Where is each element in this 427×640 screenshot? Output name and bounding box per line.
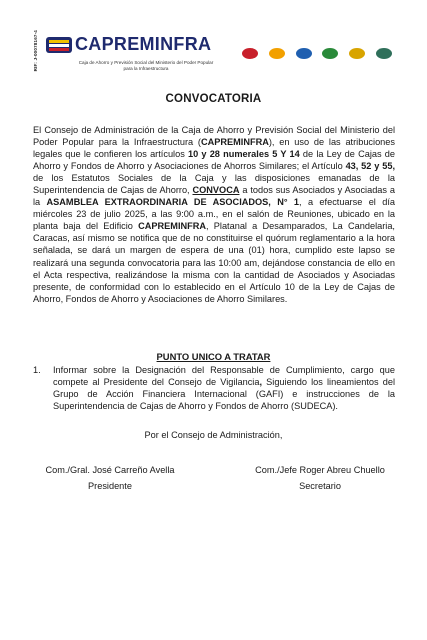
capreminfra-logo	[45, 30, 215, 85]
paragraph-bold: CONVOCA	[192, 185, 240, 196]
partner-logo-6-icon	[376, 48, 392, 59]
signature-right-name: Com./Jefe Roger Abreu Chuello	[255, 465, 385, 475]
brand-name: CAPREMINFRA	[75, 34, 212, 54]
paragraph-text: ), en uso de las atribuciones legales que le confieren los artículos	[33, 137, 395, 160]
paragraph-text: de los Estatutos Sociales de la Caja y las disposiciones emanadas de la Superintendencia de Cajas de Ahorro,	[33, 173, 395, 196]
agenda-text: Informar sobre la Designación del Responsable de Cumplimiento, cargo que compete al Presidente del Consejo de Vigilancia	[53, 365, 395, 388]
paragraph-bold: CAPREMINFRA	[200, 137, 269, 148]
agenda-bold: ,	[259, 377, 263, 388]
paragraph-text: a todos sus Asociados y Asociadas a la	[33, 185, 396, 208]
partner-logo-3-icon	[296, 48, 312, 59]
paragraph-bold: CAPREMINFRA	[138, 221, 207, 232]
partner-logo-2-icon	[269, 48, 285, 59]
signature-right-role: Secretario	[299, 481, 341, 491]
paragraph-text: El Consejo de Administración de la Caja de Ahorro y Previsión Social del Ministerio del Poder Popular para la Infraestructura (	[33, 125, 395, 148]
paragraph-text: , a efectuarse el día miércoles 23 de julio 2025, a las 9:00 a.m., en el salón de Reuniones, ubicado en la planta baja del Edificio	[33, 197, 395, 232]
capreminfra-emblem-icon	[45, 33, 73, 57]
paragraph-bold: 10 y 28 numerales 5 Y 14	[187, 149, 300, 160]
convocatoria-paragraph	[33, 124, 395, 305]
signature-left-name: Com./Gral. José Carreño Avella	[45, 465, 175, 475]
rif-number: RIF: J-00078167-4	[33, 30, 38, 72]
agenda-item-text	[53, 364, 395, 412]
paragraph-text: , Platanal a Desamparados, La Candelaria, Caracas, así mismo se notifica que de no constituirse el quórum reglamentario a la hora señalada, se dará un margen de espera de una (01) hora, cumplido este lapso se realizará una segunda convocatoria para las 10:00 am, dejándose constancia de ello en el Acta respectiva, realizándose la misma con la cantidad de Asociados y Asociadas presente, de conformidad con lo establecido en el Artículo 10 de la Ley de Cajas de Ahorro, Fondos de Ahorro y Asociaciones de Ahorro Similares.	[33, 221, 395, 304]
paragraph-text: de la Ley de Cajas de Ahorro y Fondos de Ahorro y Asociaciones de Ahorros Similares; el Artículo	[33, 149, 395, 172]
brand-subtitle-line2: para la Infraestructura	[123, 65, 169, 71]
agenda-text: Siguiendo los lineamientos del Grupo de Acción Financiera Internacional (GAFI) e instrucciones de la Superintendencia de Cajas de Ahorro y Fondos de Ahorro (SUDECA).	[53, 377, 395, 412]
partner-logos	[242, 48, 392, 62]
partner-logo-1-icon	[242, 48, 258, 59]
partner-logo-5-icon	[349, 48, 365, 59]
brand-subtitle-line1: Caja de Ahorro y Previsión Social del Ministerio del Poder Popular	[78, 60, 214, 65]
agenda-item-number: 1.	[33, 365, 41, 375]
document-title: CONVOCATORIA	[165, 93, 262, 105]
paragraph-bold: ASAMBLEA EXTRAORDINARIA DE ASOCIADOS, N° 1	[46, 197, 300, 208]
closing-line: Por el Consejo de Administración,	[144, 430, 283, 440]
signature-left	[35, 462, 185, 494]
partner-logo-4-icon	[322, 48, 338, 59]
signature-left-role: Presidente	[88, 481, 132, 491]
brand-subtitle	[61, 60, 231, 71]
signature-right	[240, 462, 400, 494]
paragraph-bold: 43, 52 y 55,	[345, 161, 395, 172]
section-title: PUNTO UNICO A TRATAR	[156, 351, 271, 362]
